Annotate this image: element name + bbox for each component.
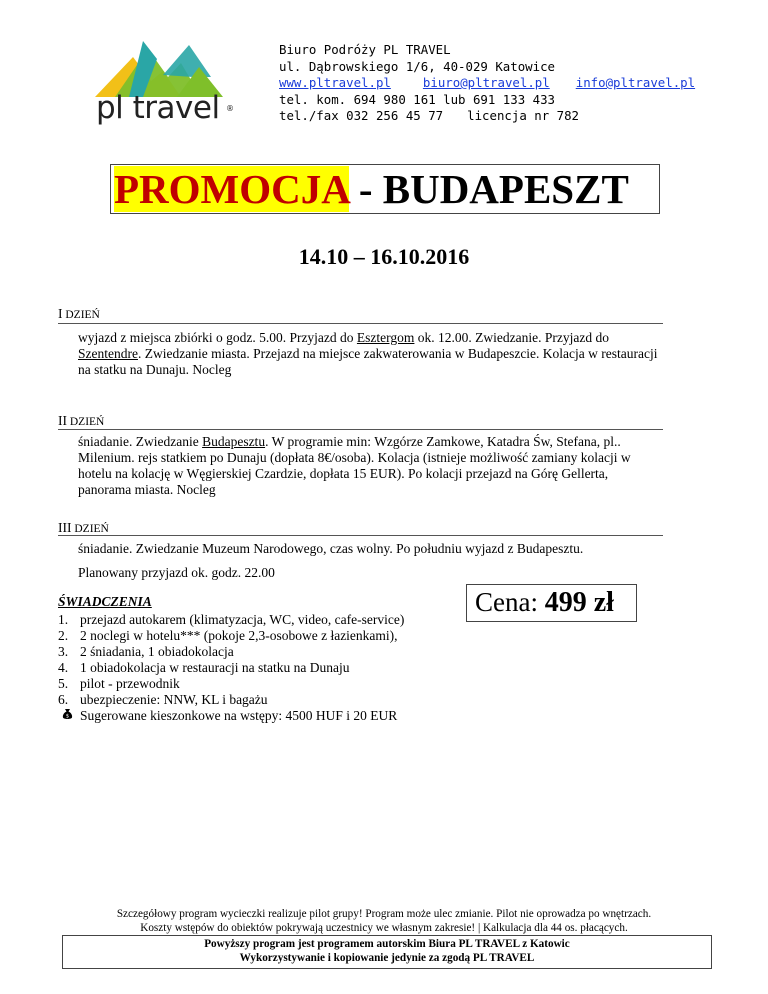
- price-value: 499 zł: [544, 587, 614, 618]
- email-link-biuro[interactable]: biuro@pltravel.pl: [422, 75, 550, 90]
- copyright-line-2: Wykorzystywanie i kopiowanie jedynie za zgodą PL TRAVEL: [239, 952, 535, 964]
- divider: [58, 429, 663, 430]
- fax-license-line: [279, 108, 695, 125]
- pocket-money-item: $ Sugerowane kieszonkowe na wstępy: 4500 HUF i 20 EUR: [58, 708, 404, 724]
- contact-block: [279, 42, 695, 125]
- links-line: [279, 75, 695, 92]
- day-1-text: wyjazd z miejsca zbiórki o godz. 5.00. Przyjazd do Esztergom ok. 12.00. Zwiedzanie. Przyjazd do Szentendre. Zwiedzanie miasta. Przejazd na miejsce zakwaterowania w Budapeszcie. Kolacja w restauracji na statku na Dunaju. Nocleg: [78, 330, 658, 377]
- title-destination: - BUDAPESZT: [348, 166, 629, 212]
- list-item: 2. 2 noclegi w hotelu*** (pokoje 2,3-osobowe z łazienkami),: [58, 628, 398, 643]
- license: licencja nr 782: [467, 108, 580, 123]
- day-2-text: śniadanie. Zwiedzanie Budapesztu. W programie min: Wzgórze Zamkowe, Katadra Św, Stefana, pl.. Milenium. rejs statkiem po Dunaju (dopłata 8€/osoba). Kolacja (istnieje możliwość zamiany kolacji w hotelu na kolację w Węgierskiej Czardzie, dopłata 15 EUR). Po kolacji przejazd na Górę Gellerta, panorama miasta. Nocleg: [78, 434, 631, 497]
- svg-text:$: $: [65, 713, 70, 720]
- day-3-text: śniadanie. Zwiedzanie Muzeum Narodowego, czas wolny. Po południu wyjazd z Budapesztu.: [78, 541, 584, 556]
- footer-notes: [0, 907, 768, 935]
- day-3-heading: III DZIEŃ: [58, 520, 109, 535]
- price-label: Cena:: [475, 587, 545, 617]
- list-item: 6. ubezpieczenie: NNW, KL i bagażu: [58, 692, 268, 707]
- services-list: [58, 612, 404, 724]
- website-link[interactable]: www.pltravel.pl: [279, 75, 391, 90]
- list-item: 4. 1 obiadokolacja w restauracji na statku na Dunaju: [58, 660, 350, 675]
- copyright-notice: [62, 937, 712, 965]
- money-bag-icon: [58, 708, 80, 724]
- fax: tel./fax 032 256 45 77: [279, 108, 444, 123]
- page-title: [114, 166, 629, 212]
- brand-name: pl travel: [96, 90, 220, 126]
- copyright-line-1: Powyższy program jest programem autorskim Biura PL TRAVEL z Katowic: [204, 938, 570, 950]
- promo-highlight: PROMOCJA: [114, 166, 349, 212]
- services-heading: ŚWIADCZENIA: [58, 594, 152, 609]
- day-3-arrival: Planowany przyjazd ok. godz. 22.00: [78, 565, 275, 580]
- divider: [58, 323, 663, 324]
- footer-line-1: Szczegółowy program wycieczki realizuje pilot grupy! Program może ulec zmianie. Pilot nie oprowadza po wnętrzach.: [116, 908, 652, 920]
- price: [475, 583, 614, 622]
- divider: [58, 535, 663, 536]
- list-item: 1. przejazd autokarem (klimatyzacja, WC, video, cafe-service): [58, 612, 405, 627]
- company-address: ul. Dąbrowskiego 1/6, 40-029 Katowice: [279, 58, 556, 74]
- day-1-heading: I DZIEŃ: [58, 306, 100, 321]
- email-link-info[interactable]: info@pltravel.pl: [575, 75, 696, 90]
- phone-line: tel. kom. 694 980 161 lub 691 133 433: [279, 91, 556, 107]
- registered-mark: ®: [226, 104, 234, 113]
- day-2-heading: II DZIEŃ: [58, 413, 105, 428]
- list-item: 3. 2 śniadania, 1 obiadokolacja: [58, 644, 234, 659]
- company-name: Biuro Podróży PL TRAVEL: [279, 42, 451, 57]
- footer-line-2: Koszty wstępów do obiektów pokrywają uczestnicy we własnym zakresie! | Kalkulacja dla 44 os. płacących.: [140, 922, 628, 934]
- trip-dates: 14.10 – 16.10.2016: [298, 244, 470, 269]
- list-item: 5. pilot - przewodnik: [58, 676, 180, 691]
